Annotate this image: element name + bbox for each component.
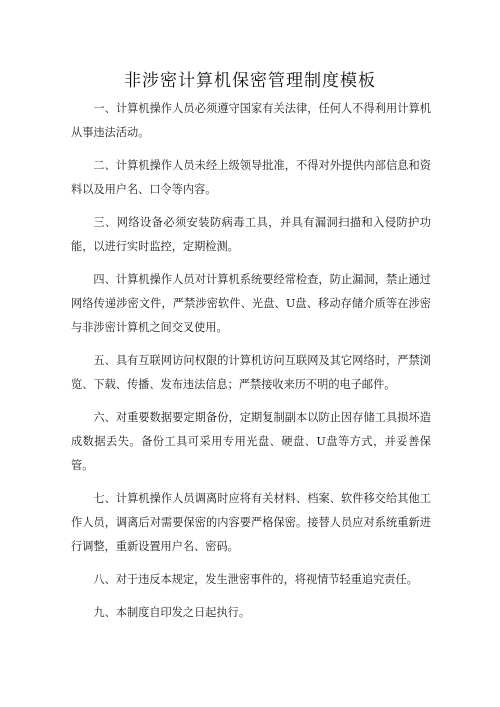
paragraph-4: 四、计算机操作人员对计算机系统要经常检查，防止漏洞，禁止通过网络传递涉密文件，严禁涉密软件、光盘、U盘、移动存储介质等在涉密与非涉密计算机之间交叉使用。 [71, 273, 431, 334]
document-title: 非涉密计算机保密管理制度模板 [124, 71, 376, 91]
paragraph-1: 一、计算机操作人员必须遵守国家有关法律，任何人不得利用计算机从事违法活动。 [71, 102, 431, 139]
paragraph-9: 九、本制度自印发之日起执行。 [93, 606, 251, 619]
document-body [71, 97, 431, 634]
paragraph-6: 六、对重要数据要定期备份，定期复制副本以防止因存储工具损坏造成数据丢失。备份工具可采用专用光盘、硬盘、U盘等方式，并妥善保管。 [71, 411, 431, 472]
paragraph-8: 八、对于违反本规定，发生泄密事件的，将视情节轻重追究责任。 [93, 573, 418, 586]
paragraph-5: 五、具有互联网访问权限的计算机访问互联网及其它网络时，严禁浏览、下载、传播、发布违法信息；严禁接收来历不明的电子邮件。 [71, 354, 431, 391]
paragraph-3: 三、网络设备必须安装防病毒工具，并具有漏洞扫描和入侵防护功能，以进行实时监控，定期检测。 [71, 216, 431, 253]
paragraph-7: 七、计算机操作人员调离时应将有关材料、档案、软件移交给其他工作人员，调离后对需要保密的内容要严格保密。接替人员应对系统重新进行调整，重新设置用户名、密码。 [71, 492, 431, 553]
paragraph-2: 二、计算机操作人员未经上级领导批准，不得对外提供内部信息和资料以及用户名、口令等内容。 [71, 159, 431, 196]
